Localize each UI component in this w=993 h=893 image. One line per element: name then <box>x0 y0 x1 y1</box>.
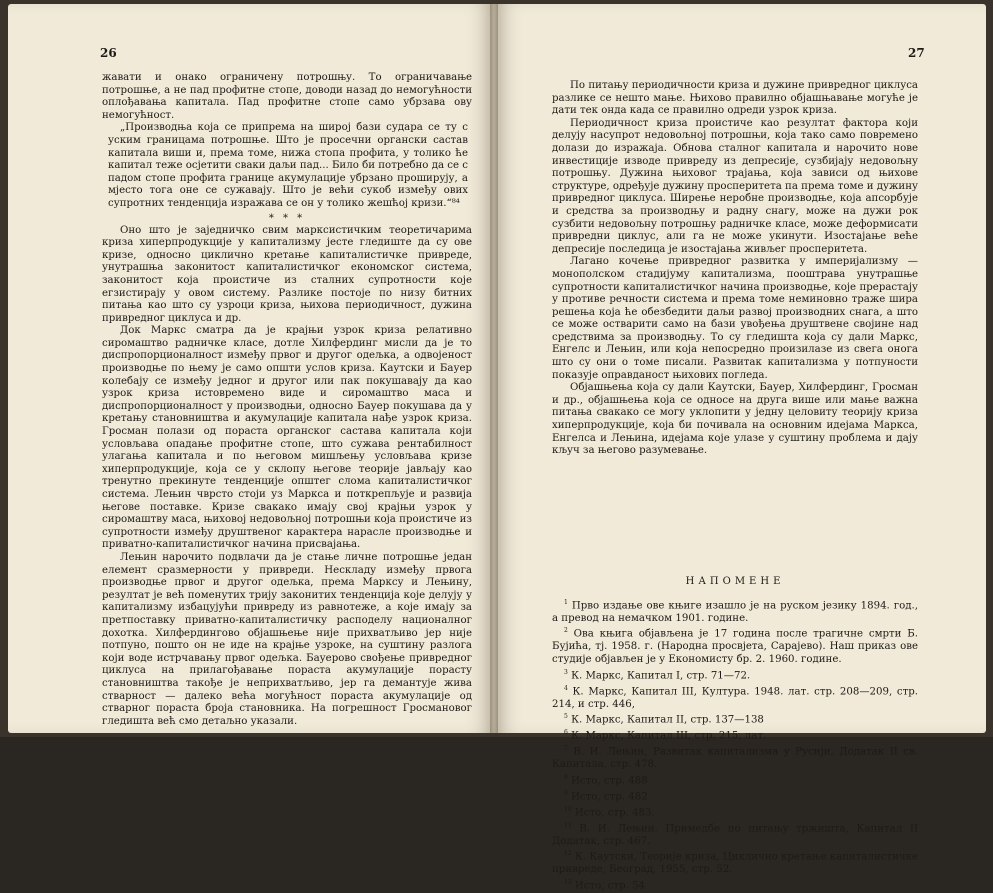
footnote <box>552 625 918 666</box>
footnote-text: К. Маркс, Капитал III, стр. 215, лат. <box>571 730 767 742</box>
paragraph: По питању периодичности криза и дужине привредног циклуса разлике се нешто мање. Њихово правилно објашњавање могуће је дати тек онда када се правилно одреди узрок криза. <box>552 80 918 117</box>
footnote-number: 2 <box>564 627 568 635</box>
footnote-text: К. Каутски, Теорије криза, Циклично кретање капиталистичке привреде, Београд, 1955, стр. 52. <box>552 851 918 876</box>
footnote-number: 10 <box>564 805 572 813</box>
paragraph-continuation: жавати и онако ограничену потрошњу. То ограничавање потрошње, а не пад профитне стопе, доводи назад до немогућности оплођавања капитала. Пад профитне стопе само убрзава ову немогућност. <box>102 72 472 121</box>
paragraph: Лењин нарочито подвлачи да је стање личне потрошње један елемент сразмерности у привреди. Нескладу између првога производње првог и другог одељка, према Марксу и Лењину, резултат је већ поменутих трију законитих тенденција које делују у капитализму избацујући привреду из равнотеже, а које имају за претпоставку приватно-капиталистичку расподелу националног дохотка. Хилфердингово објашњење није прихватљиво јер није потпуно, пошто он не иде на крајње узроке, на суштину разлога који воде истрчавању првог одељка. Бауерово свођење привредног циклуса на прилагођавање пораста акумулације порасту становништва такође је неприхватљиво, јер га демантује жива стварност — далеко већа могућност пораста акумулације од стварног пораста броја становника. На погрешност Гросмановог гледишта већ смо детаљно указали. <box>102 551 472 727</box>
page-number-right: 27 <box>908 46 925 60</box>
left-text-column <box>102 72 472 728</box>
footnote-number: 1 <box>564 598 568 606</box>
footnote-number: 7 <box>564 745 568 753</box>
footnote <box>552 727 918 743</box>
footnote-number: 6 <box>564 729 568 737</box>
footnote <box>552 772 918 788</box>
footnote <box>552 788 918 804</box>
footnote <box>552 597 918 626</box>
footnote <box>552 711 918 727</box>
footnote-text: Исто, стр. 483. <box>574 807 655 819</box>
left-page <box>8 4 494 733</box>
footnote-text: Ова књига објављена је 17 година после трагичне смрти Б. Бујића, тј. 1958. г. (Народна просвјета, Сарајево). Наш приказ ове студије објављен је у Економисту бр. 2. 1960. године. <box>552 628 918 665</box>
footnote-text: В. И. Лењин. Примедбе по питању тржишта, Капитал II Додатак, стр. 467. <box>552 823 918 847</box>
footnote-text: К. Маркс, Капитал II, стр. 137—138 <box>571 714 764 726</box>
paragraph: Док Маркс сматра да је крајњи узрок криза релативно сиромаштво радничке класе, дотле Хилфердинг мисли да је то диспропорционалност између првог и другог одељка, а одвојеност производње по њему је само општи услов криза. Каутски и Бауер колебају се између једног и другог или пак покушавају да као узрок криза истовремено виде и сиромаштво маса и диспропорционалност у производњи, односно Бауер покушава да у кретању становништва и акумулације капитала нађе узрок криза. Гросман полази од пораста органског састава капитала који условљава опадање профитне стопе, што сужава рентабилност улагања капитала и по његовом мишљењу условљава кризе хиперпродукције, која се у склопу његове теорије јављају као тренутно прекинуте тенденције општег слома капиталистичког система. Лењин чврсто стоји уз Маркса и поткрепљује и развија његове поставке. Кризе свакако имају свој крајњи узрок у сиромаштву маса, њиховој недовољној потрошњи која проистиче из супротности између друштвеног карактера нараслe производње и приватно-капиталистичког начина присвајања. <box>102 325 472 551</box>
footnote-number: 3 <box>564 668 568 676</box>
footnote <box>552 877 918 893</box>
page-number-left: 26 <box>100 46 117 60</box>
footnote <box>552 683 918 712</box>
footnote-text: К. Маркс, Капитал I, стр. 71—72. <box>571 669 751 681</box>
footnote-text: Прво издање ове књиге изашло је на руском језику 1894. год., а превод на немачком 1901. године. <box>552 600 918 624</box>
paragraph: Лагано кочење привредног развитка у империјализму — монополском стадијуму капитализма, пооштрава унутрашње супротности капиталистичког начина производње, које прерастају у противе речности система и према томе неминовно траже шира решења која ће обезбедити даљи развој производних снага, а што се може остварити само на бази увођења друштвене својине над средствима за производњу. То су гледишта која су дали Маркс, Енгелс и Лењин, или која непосредно произилазе из свега онога што су они о томе писали. Развитак капитализма у потпуности показује оправданост њихових погледа. <box>552 256 918 381</box>
footnote-text: Исто, стр. 488 <box>571 775 648 787</box>
footnote-text: К. Маркс, Капитал III, Култура. 1948. лат. стр. 208—209, стр. 214, и стр. 446, <box>552 685 918 710</box>
right-page <box>494 4 986 892</box>
footnote-number: 13 <box>564 878 572 886</box>
notes-heading: НАПОМЕНЕ <box>685 575 785 587</box>
footnote-number: 9 <box>564 789 568 797</box>
section-separator: * * * <box>268 212 306 224</box>
right-text-column <box>552 80 918 893</box>
footnote <box>552 743 918 772</box>
footnote-number: 4 <box>564 684 568 692</box>
footnote <box>552 667 918 683</box>
footnote-number: 5 <box>564 713 568 721</box>
footnote-text: В. И. Лењин, Развитак капитализма у Русији, Додатак II св. Капитала, стр. 478. <box>552 746 918 771</box>
paragraph: Периодичност криза проистиче као резултат фактора који делују насупрот недовољној потрошњи, која тако само повремено долази до изражаја. Обнова сталног капитала и нарочито нове инвестиције изводе привреду из депресије, сузбијају недовољну потрошњу. Дужина њиховог трајања, која зависи од њихове структуре, одређује дужину просперитета па према томе и дужину привредног циклуса. Ширење нерoбне производње, која апсорбује и средства за производњу и радну снагу, може на дужи рок сузбити недовољну потрошњу радничке класе, може деформисати привредни циклус, али га не може укинути. Изостајање веће депресије последица је изостајања живљег просперитета. <box>552 117 918 255</box>
footnote-text: Исто, стр. 482 <box>571 791 648 803</box>
footnote <box>552 820 918 849</box>
footnote-number: 11 <box>564 821 572 829</box>
footnote <box>552 804 918 820</box>
footnote-text: Исто, стр. 54 <box>574 880 646 892</box>
notes-list <box>552 597 918 893</box>
footnote-number: 12 <box>564 850 572 858</box>
book-gutter <box>490 4 498 733</box>
block-quote: „Производња која се припрема на широј бази судара се ту с уским границама потрошње. Што је просечни органски састав капитала виши и, према томе, нижа стопа профита, у толико ће капитал теже осјетити сваки даљи пад... Било би потребно да се с падом стопе профита границе акумулације убрзано проширују, а мјесто тога оне се сужавају. Што је већи сукоб између ових супротних тенденција изражава се он у толико жешћој кризи.“⁸⁴ <box>108 122 468 209</box>
paragraph: Објашњења која су дали Каутски, Бауер, Хилфердинг, Гросман и др., објашњења која се односе на друга више или мање важна питања свакако се могу уклопити у једну целовиту теорију криза хиперпродукције, која би почивала на основним идејама Маркса, Енгелса и Лењина, идејама које улазе у суштину проблема и дају кључ за његово разумевање. <box>552 382 918 457</box>
footnote <box>552 848 918 877</box>
paragraph: Оно што је заједничко свим марксистичким теоретичарима криза хиперпродукције у капитализму јесте гледиште да су ове кризе, односно циклично кретање капиталистичке привреде, унутрашња законитост капиталистичког економског система, законитост која проистиче из сталних супротности које егзистирају у овом систему. Разлике постоје по низу битних питања као што су узроци криза, њихова периодичност, дужина привредног циклуса и др. <box>102 224 472 324</box>
footnote-number: 8 <box>564 773 568 781</box>
